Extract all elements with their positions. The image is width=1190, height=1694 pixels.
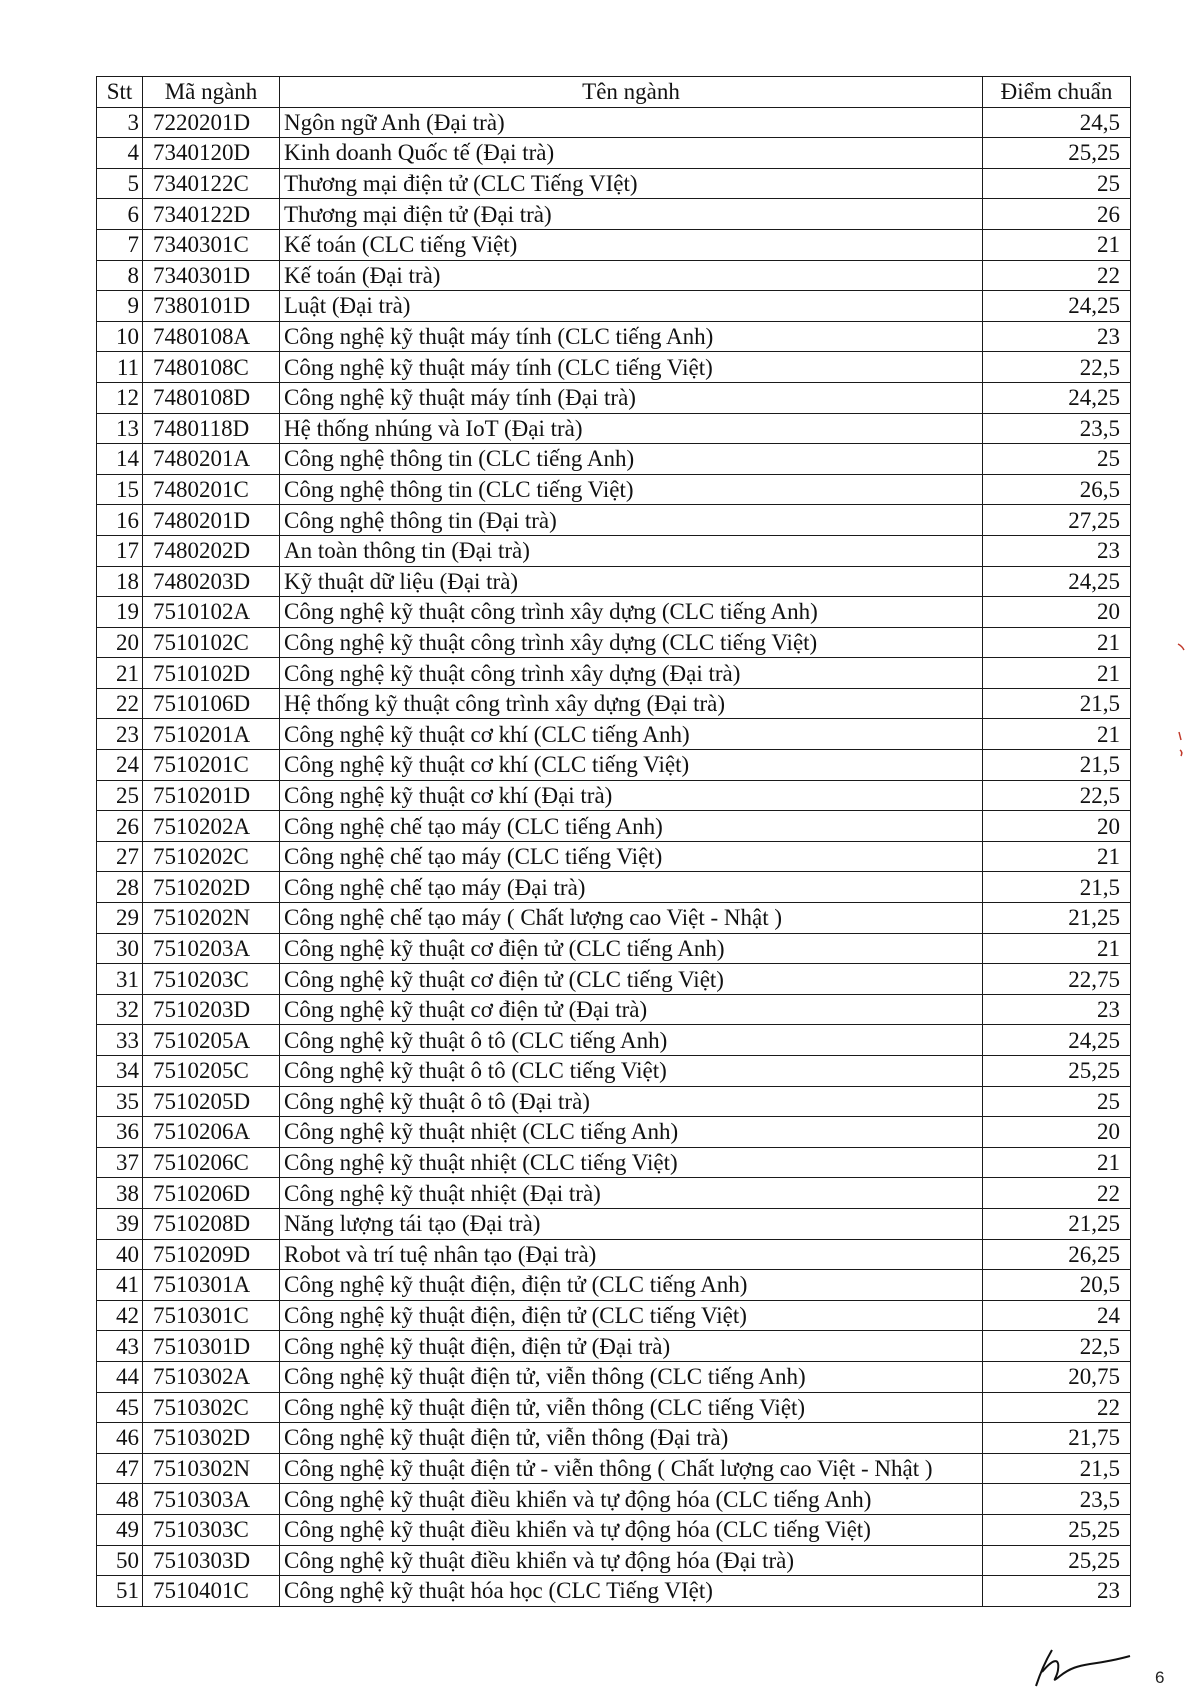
document-sheet <box>96 76 1131 1607</box>
table-row <box>97 1453 1131 1484</box>
cell-score: 26 <box>983 199 1131 230</box>
cell-name: Công nghệ kỹ thuật ô tô (CLC tiếng Anh) <box>280 1025 983 1056</box>
cell-stt: 28 <box>97 872 143 903</box>
table-row <box>97 1270 1131 1301</box>
cell-code: 7480108D <box>143 382 280 413</box>
cell-code: 7480202D <box>143 535 280 566</box>
cell-code: 7510302C <box>143 1392 280 1423</box>
cell-score: 21,5 <box>983 872 1131 903</box>
cell-name: Công nghệ kỹ thuật hóa học (CLC Tiếng VIệt) <box>280 1576 983 1607</box>
cell-name: Công nghệ kỹ thuật máy tính (CLC tiếng Việt) <box>280 352 983 383</box>
table-row <box>97 1147 1131 1178</box>
cell-score: 21,5 <box>983 1453 1131 1484</box>
cell-stt: 12 <box>97 382 143 413</box>
cell-name: Kế toán (Đại trà) <box>280 260 983 291</box>
table-row <box>97 535 1131 566</box>
cell-stt: 35 <box>97 1086 143 1117</box>
cell-score: 21,5 <box>983 750 1131 781</box>
signature-mark <box>1030 1646 1140 1690</box>
cell-code: 7340301C <box>143 229 280 260</box>
cell-stt: 23 <box>97 719 143 750</box>
cell-name: Luật (Đại trà) <box>280 291 983 322</box>
cell-score: 23 <box>983 535 1131 566</box>
cell-score: 22 <box>983 1392 1131 1423</box>
cell-stt: 33 <box>97 1025 143 1056</box>
table-row <box>97 750 1131 781</box>
table-row <box>97 1239 1131 1270</box>
cell-name: Robot và trí tuệ nhân tạo (Đại trà) <box>280 1239 983 1270</box>
table-row <box>97 964 1131 995</box>
cell-name: Kỹ thuật dữ liệu (Đại trà) <box>280 566 983 597</box>
cell-score: 23,5 <box>983 413 1131 444</box>
cell-score: 21 <box>983 658 1131 689</box>
table-row <box>97 841 1131 872</box>
cell-stt: 46 <box>97 1423 143 1454</box>
cell-code: 7480201D <box>143 505 280 536</box>
cell-code: 7510206C <box>143 1147 280 1178</box>
cell-name: Ngôn ngữ Anh (Đại trà) <box>280 107 983 138</box>
cell-stt: 5 <box>97 168 143 199</box>
header-code: Mã ngành <box>143 77 280 108</box>
cell-stt: 18 <box>97 566 143 597</box>
cell-stt: 8 <box>97 260 143 291</box>
cell-score: 23 <box>983 1576 1131 1607</box>
cell-name: Công nghệ kỹ thuật công trình xây dựng (CLC tiếng Anh) <box>280 597 983 628</box>
cell-stt: 10 <box>97 321 143 352</box>
cell-stt: 43 <box>97 1331 143 1362</box>
table-header-row <box>97 77 1131 108</box>
cell-stt: 7 <box>97 229 143 260</box>
table-row <box>97 1117 1131 1148</box>
cell-score: 20 <box>983 597 1131 628</box>
cell-score: 27,25 <box>983 505 1131 536</box>
cell-name: Kế toán (CLC tiếng Việt) <box>280 229 983 260</box>
cell-code: 7480108A <box>143 321 280 352</box>
cell-stt: 41 <box>97 1270 143 1301</box>
table-row <box>97 107 1131 138</box>
cell-name: Công nghệ kỹ thuật công trình xây dựng (CLC tiếng Việt) <box>280 627 983 658</box>
cell-stt: 38 <box>97 1178 143 1209</box>
table-row <box>97 229 1131 260</box>
table-row <box>97 1545 1131 1576</box>
cell-code: 7510206D <box>143 1178 280 1209</box>
margin-stamp-marks <box>1176 640 1190 770</box>
table-row <box>97 199 1131 230</box>
cell-name: Công nghệ kỹ thuật máy tính (CLC tiếng Anh) <box>280 321 983 352</box>
table-row <box>97 138 1131 169</box>
cell-code: 7510202C <box>143 841 280 872</box>
table-row <box>97 1484 1131 1515</box>
cell-name: Công nghệ kỹ thuật điện tử - viễn thông ( Chất lượng cao Việt - Nhật ) <box>280 1453 983 1484</box>
cell-score: 22,5 <box>983 780 1131 811</box>
cell-name: An toàn thông tin (Đại trà) <box>280 535 983 566</box>
table-row <box>97 382 1131 413</box>
cell-score: 25 <box>983 444 1131 475</box>
table-row <box>97 688 1131 719</box>
cell-code: 7380101D <box>143 291 280 322</box>
cell-stt: 47 <box>97 1453 143 1484</box>
cell-name: Công nghệ kỹ thuật cơ khí (Đại trà) <box>280 780 983 811</box>
header-stt: Stt <box>97 77 143 108</box>
cell-code: 7510203D <box>143 994 280 1025</box>
cell-score: 26,25 <box>983 1239 1131 1270</box>
cell-name: Công nghệ kỹ thuật điện, điện tử (CLC tiếng Việt) <box>280 1300 983 1331</box>
cell-stt: 34 <box>97 1056 143 1087</box>
cell-score: 21,25 <box>983 903 1131 934</box>
cell-stt: 13 <box>97 413 143 444</box>
cell-stt: 45 <box>97 1392 143 1423</box>
cell-stt: 27 <box>97 841 143 872</box>
cell-stt: 22 <box>97 688 143 719</box>
cell-score: 25,25 <box>983 1056 1131 1087</box>
cell-stt: 39 <box>97 1208 143 1239</box>
cell-stt: 31 <box>97 964 143 995</box>
cell-stt: 6 <box>97 199 143 230</box>
cell-stt: 15 <box>97 474 143 505</box>
table-row <box>97 1300 1131 1331</box>
table-row <box>97 658 1131 689</box>
table-row <box>97 1086 1131 1117</box>
cell-code: 7220201D <box>143 107 280 138</box>
cell-score: 21,25 <box>983 1208 1131 1239</box>
cell-code: 7340122C <box>143 168 280 199</box>
cell-score: 20 <box>983 811 1131 842</box>
cell-code: 7510301A <box>143 1270 280 1301</box>
cell-stt: 30 <box>97 933 143 964</box>
cell-name: Công nghệ thông tin (CLC tiếng Việt) <box>280 474 983 505</box>
table-row <box>97 1514 1131 1545</box>
cell-code: 7510205D <box>143 1086 280 1117</box>
cell-name: Công nghệ kỹ thuật điều khiển và tự động hóa (CLC tiếng Anh) <box>280 1484 983 1515</box>
cell-score: 22 <box>983 1178 1131 1209</box>
header-score: Điểm chuẩn <box>983 77 1131 108</box>
cell-name: Công nghệ kỹ thuật nhiệt (CLC tiếng Anh) <box>280 1117 983 1148</box>
table-row <box>97 1056 1131 1087</box>
table-row <box>97 811 1131 842</box>
cell-score: 25 <box>983 1086 1131 1117</box>
cell-score: 21 <box>983 719 1131 750</box>
cell-score: 22,5 <box>983 1331 1131 1362</box>
cell-code: 7510206A <box>143 1117 280 1148</box>
cell-stt: 37 <box>97 1147 143 1178</box>
cell-code: 7340301D <box>143 260 280 291</box>
cell-code: 7510302N <box>143 1453 280 1484</box>
cell-name: Công nghệ kỹ thuật điều khiển và tự động hóa (CLC tiếng Việt) <box>280 1514 983 1545</box>
table-row <box>97 413 1131 444</box>
cell-stt: 25 <box>97 780 143 811</box>
cell-stt: 24 <box>97 750 143 781</box>
cell-score: 21,5 <box>983 688 1131 719</box>
cell-score: 26,5 <box>983 474 1131 505</box>
cell-code: 7510201A <box>143 719 280 750</box>
cell-score: 24,5 <box>983 107 1131 138</box>
cell-name: Công nghệ kỹ thuật điện tử, viễn thông (CLC tiếng Anh) <box>280 1361 983 1392</box>
cell-stt: 26 <box>97 811 143 842</box>
table-row <box>97 352 1131 383</box>
table-row <box>97 1361 1131 1392</box>
cell-stt: 32 <box>97 994 143 1025</box>
table-row <box>97 444 1131 475</box>
cell-code: 7340120D <box>143 138 280 169</box>
table-row <box>97 1178 1131 1209</box>
table-row <box>97 566 1131 597</box>
cell-code: 7510303A <box>143 1484 280 1515</box>
cell-score: 21 <box>983 841 1131 872</box>
cell-score: 21 <box>983 933 1131 964</box>
table-row <box>97 1392 1131 1423</box>
cell-name: Kinh doanh Quốc tế (Đại trà) <box>280 138 983 169</box>
cell-code: 7510205C <box>143 1056 280 1087</box>
table-row <box>97 780 1131 811</box>
table-row <box>97 933 1131 964</box>
cell-score: 25,25 <box>983 1514 1131 1545</box>
cell-code: 7510201C <box>143 750 280 781</box>
cell-code: 7510303C <box>143 1514 280 1545</box>
cell-stt: 49 <box>97 1514 143 1545</box>
cell-code: 7480108C <box>143 352 280 383</box>
cell-stt: 3 <box>97 107 143 138</box>
cell-code: 7510302A <box>143 1361 280 1392</box>
cell-score: 20,75 <box>983 1361 1131 1392</box>
table-row <box>97 597 1131 628</box>
cell-code: 7510401C <box>143 1576 280 1607</box>
cell-score: 21 <box>983 229 1131 260</box>
table-row <box>97 872 1131 903</box>
cell-stt: 14 <box>97 444 143 475</box>
cell-score: 21,75 <box>983 1423 1131 1454</box>
cell-name: Công nghệ kỹ thuật công trình xây dựng (Đại trà) <box>280 658 983 689</box>
cell-name: Công nghệ kỹ thuật điện, điện tử (Đại trà) <box>280 1331 983 1362</box>
cell-name: Công nghệ kỹ thuật điện, điện tử (CLC tiếng Anh) <box>280 1270 983 1301</box>
cell-code: 7510302D <box>143 1423 280 1454</box>
cell-code: 7510201D <box>143 780 280 811</box>
cell-code: 7510203C <box>143 964 280 995</box>
cell-stt: 21 <box>97 658 143 689</box>
cell-score: 25 <box>983 168 1131 199</box>
cell-code: 7480201A <box>143 444 280 475</box>
cell-name: Công nghệ thông tin (CLC tiếng Anh) <box>280 444 983 475</box>
table-row <box>97 1576 1131 1607</box>
cell-score: 24,25 <box>983 1025 1131 1056</box>
table-row <box>97 627 1131 658</box>
cell-score: 23,5 <box>983 1484 1131 1515</box>
table-row <box>97 260 1131 291</box>
table-row <box>97 719 1131 750</box>
cell-score: 24,25 <box>983 566 1131 597</box>
cell-stt: 4 <box>97 138 143 169</box>
cell-name: Hệ thống kỹ thuật công trình xây dựng (Đại trà) <box>280 688 983 719</box>
cell-code: 7510106D <box>143 688 280 719</box>
cell-name: Công nghệ kỹ thuật cơ điện tử (CLC tiếng Việt) <box>280 964 983 995</box>
cell-stt: 29 <box>97 903 143 934</box>
cell-score: 25,25 <box>983 1545 1131 1576</box>
cell-stt: 51 <box>97 1576 143 1607</box>
cell-stt: 19 <box>97 597 143 628</box>
cell-code: 7340122D <box>143 199 280 230</box>
cell-score: 24,25 <box>983 291 1131 322</box>
cell-name: Công nghệ kỹ thuật cơ khí (CLC tiếng Anh) <box>280 719 983 750</box>
cell-code: 7510202D <box>143 872 280 903</box>
cell-name: Công nghệ kỹ thuật cơ khí (CLC tiếng Việt) <box>280 750 983 781</box>
cell-code: 7510301C <box>143 1300 280 1331</box>
cell-code: 7510202A <box>143 811 280 842</box>
cell-stt: 17 <box>97 535 143 566</box>
table-row <box>97 291 1131 322</box>
cell-name: Công nghệ chế tạo máy (CLC tiếng Việt) <box>280 841 983 872</box>
cell-name: Công nghệ thông tin (Đại trà) <box>280 505 983 536</box>
cell-code: 7480118D <box>143 413 280 444</box>
cell-code: 7510209D <box>143 1239 280 1270</box>
cell-score: 24 <box>983 1300 1131 1331</box>
cell-score: 22,5 <box>983 352 1131 383</box>
cell-name: Năng lượng tái tạo (Đại trà) <box>280 1208 983 1239</box>
cell-code: 7480203D <box>143 566 280 597</box>
cell-code: 7510102C <box>143 627 280 658</box>
cell-code: 7510102A <box>143 597 280 628</box>
table-body <box>97 107 1131 1606</box>
table-row <box>97 168 1131 199</box>
admission-scores-table <box>96 76 1131 1607</box>
table-row <box>97 321 1131 352</box>
table-row <box>97 505 1131 536</box>
cell-name: Công nghệ kỹ thuật ô tô (CLC tiếng Việt) <box>280 1056 983 1087</box>
cell-name: Công nghệ kỹ thuật máy tính (Đại trà) <box>280 382 983 413</box>
cell-stt: 16 <box>97 505 143 536</box>
header-name: Tên ngành <box>280 77 983 108</box>
table-row <box>97 1331 1131 1362</box>
cell-name: Công nghệ kỹ thuật cơ điện tử (CLC tiếng Anh) <box>280 933 983 964</box>
cell-name: Công nghệ kỹ thuật điều khiển và tự động hóa (Đại trà) <box>280 1545 983 1576</box>
cell-stt: 11 <box>97 352 143 383</box>
table-row <box>97 1423 1131 1454</box>
cell-stt: 44 <box>97 1361 143 1392</box>
cell-score: 20 <box>983 1117 1131 1148</box>
cell-stt: 36 <box>97 1117 143 1148</box>
cell-stt: 42 <box>97 1300 143 1331</box>
cell-code: 7480201C <box>143 474 280 505</box>
cell-code: 7510203A <box>143 933 280 964</box>
cell-name: Công nghệ chế tạo máy (CLC tiếng Anh) <box>280 811 983 842</box>
table-row <box>97 903 1131 934</box>
cell-name: Công nghệ kỹ thuật ô tô (Đại trà) <box>280 1086 983 1117</box>
cell-name: Công nghệ chế tạo máy ( Chất lượng cao Việt - Nhật ) <box>280 903 983 934</box>
cell-stt: 20 <box>97 627 143 658</box>
table-row <box>97 1208 1131 1239</box>
table-row <box>97 474 1131 505</box>
page-number: 6 <box>1155 1668 1165 1687</box>
cell-code: 7510202N <box>143 903 280 934</box>
cell-score: 21 <box>983 627 1131 658</box>
cell-code: 7510208D <box>143 1208 280 1239</box>
cell-name: Công nghệ kỹ thuật điện tử, viễn thông (Đại trà) <box>280 1423 983 1454</box>
table-row <box>97 1025 1131 1056</box>
cell-name: Công nghệ kỹ thuật nhiệt (CLC tiếng Việt) <box>280 1147 983 1178</box>
cell-score: 23 <box>983 994 1131 1025</box>
cell-name: Công nghệ chế tạo máy (Đại trà) <box>280 872 983 903</box>
cell-score: 20,5 <box>983 1270 1131 1301</box>
cell-score: 25,25 <box>983 138 1131 169</box>
cell-stt: 48 <box>97 1484 143 1515</box>
cell-stt: 40 <box>97 1239 143 1270</box>
cell-name: Thương mại điện tử (Đại trà) <box>280 199 983 230</box>
cell-code: 7510205A <box>143 1025 280 1056</box>
cell-stt: 50 <box>97 1545 143 1576</box>
cell-score: 24,25 <box>983 382 1131 413</box>
cell-score: 23 <box>983 321 1131 352</box>
cell-name: Hệ thống nhúng và IoT (Đại trà) <box>280 413 983 444</box>
cell-score: 22 <box>983 260 1131 291</box>
cell-name: Công nghệ kỹ thuật nhiệt (Đại trà) <box>280 1178 983 1209</box>
cell-score: 22,75 <box>983 964 1131 995</box>
cell-score: 21 <box>983 1147 1131 1178</box>
cell-name: Công nghệ kỹ thuật cơ điện tử (Đại trà) <box>280 994 983 1025</box>
cell-code: 7510102D <box>143 658 280 689</box>
table-row <box>97 994 1131 1025</box>
cell-code: 7510301D <box>143 1331 280 1362</box>
cell-name: Công nghệ kỹ thuật điện tử, viễn thông (CLC tiếng Việt) <box>280 1392 983 1423</box>
cell-code: 7510303D <box>143 1545 280 1576</box>
cell-name: Thương mại điện tử (CLC Tiếng VIệt) <box>280 168 983 199</box>
cell-stt: 9 <box>97 291 143 322</box>
